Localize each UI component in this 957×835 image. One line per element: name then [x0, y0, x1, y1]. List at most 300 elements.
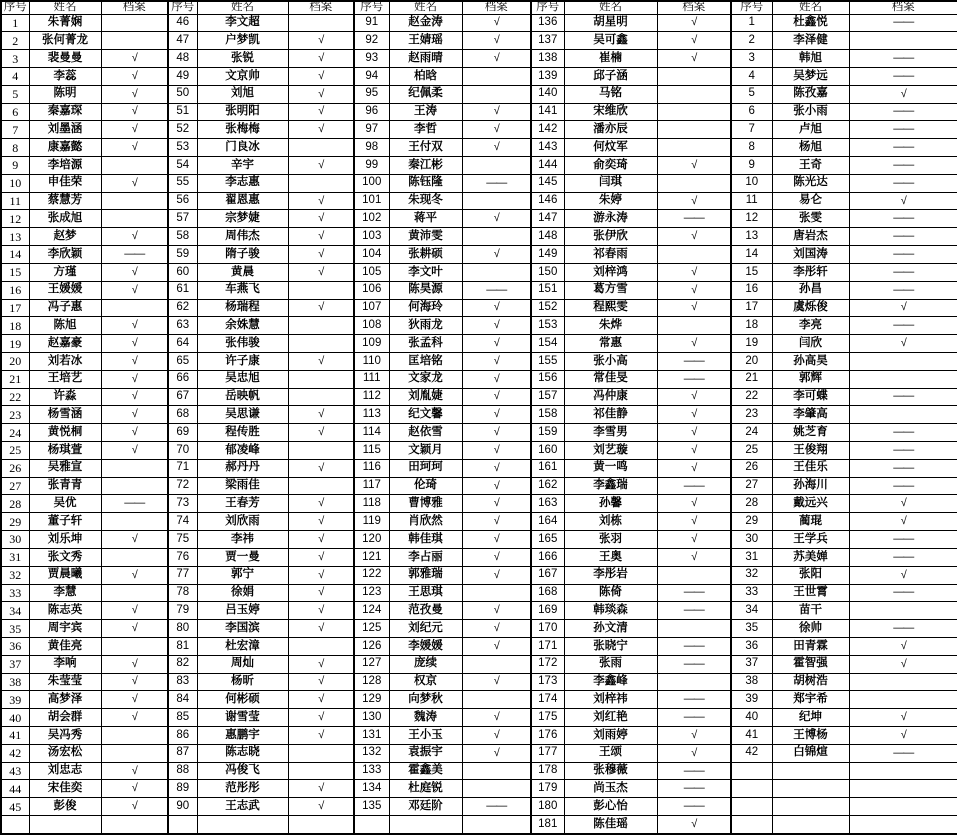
file-cell: [288, 370, 354, 388]
file-cell: √: [462, 548, 531, 566]
file-cell: √: [462, 531, 531, 549]
seq-cell: 105: [354, 263, 389, 281]
name-cell: 朱烨: [564, 317, 657, 335]
name-cell: 朱婷: [564, 192, 657, 210]
file-cell: √: [288, 691, 354, 709]
name-cell: 吴优: [29, 495, 101, 513]
file-cell: √: [462, 477, 531, 495]
name-cell: 蔺琨: [772, 513, 849, 531]
file-cell: √: [657, 50, 731, 68]
name-cell: 彭心怡: [564, 798, 657, 816]
name-cell: 杜鑫悦: [772, 14, 849, 32]
table-row: [1, 85, 957, 103]
table-row: [1, 691, 957, 709]
name-cell: 卢旭: [772, 121, 849, 139]
seq-cell: 22: [1, 388, 29, 406]
seq-cell: 37: [731, 655, 772, 673]
name-cell: 肖欣然: [389, 513, 462, 531]
seq-cell: 62: [168, 299, 197, 317]
table-row: [1, 210, 957, 228]
table-row: [1, 281, 957, 299]
table-row: [1, 121, 957, 139]
name-cell: 文颖月: [389, 442, 462, 460]
file-cell: [849, 32, 957, 50]
name-cell: 权京: [389, 673, 462, 691]
seq-cell: 164: [531, 513, 564, 531]
table-row: [1, 246, 957, 264]
seq-cell: 139: [531, 67, 564, 85]
file-cell: √: [657, 32, 731, 50]
file-cell: [101, 192, 168, 210]
name-cell: 邓廷阶: [389, 798, 462, 816]
name-cell: 蒋平: [389, 210, 462, 228]
seq-cell: 19: [731, 335, 772, 353]
seq-cell: 16: [731, 281, 772, 299]
file-cell: √: [657, 14, 731, 32]
name-cell: 纪佩柔: [389, 85, 462, 103]
name-cell: 朱莹莹: [29, 673, 101, 691]
seq-cell: 20: [731, 352, 772, 370]
seq-cell: 137: [531, 32, 564, 50]
name-cell: 李雪男: [564, 424, 657, 442]
name-cell: 李肇高: [772, 406, 849, 424]
seq-cell: 153: [531, 317, 564, 335]
name-cell: 常惠: [564, 335, 657, 353]
name-cell: 俞奕琦: [564, 157, 657, 175]
file-cell: √: [101, 709, 168, 727]
name-cell: 刘栋: [564, 513, 657, 531]
seq-cell: 115: [354, 442, 389, 460]
name-cell: 李响: [29, 655, 101, 673]
file-cell: √: [849, 513, 957, 531]
seq-cell: 181: [531, 816, 564, 834]
table-row: [1, 370, 957, 388]
seq-cell: 81: [168, 637, 197, 655]
seq-cell: 11: [731, 192, 772, 210]
file-cell: √: [101, 442, 168, 460]
seq-cell: 65: [168, 352, 197, 370]
file-cell: [101, 727, 168, 745]
name-cell: 李志惠: [197, 174, 288, 192]
seq-cell: 129: [354, 691, 389, 709]
file-cell: [849, 762, 957, 780]
name-cell: 赵梦: [29, 228, 101, 246]
seq-cell: 148: [531, 228, 564, 246]
name-cell: 李彤岩: [564, 566, 657, 584]
seq-cell: 70: [168, 442, 197, 460]
seq-cell: 52: [168, 121, 197, 139]
file-cell: √: [101, 620, 168, 638]
file-cell: [849, 352, 957, 370]
header-row: [1, 1, 957, 14]
file-cell: √: [657, 548, 731, 566]
seq-cell: 12: [731, 210, 772, 228]
name-cell: 王思琪: [389, 584, 462, 602]
seq-cell: 141: [531, 103, 564, 121]
file-cell: √: [101, 174, 168, 192]
table-row: [1, 637, 957, 655]
seq-cell: 3: [731, 50, 772, 68]
seq-cell: 107: [354, 299, 389, 317]
seq-cell: 155: [531, 352, 564, 370]
file-cell: [288, 477, 354, 495]
name-cell: 李鑫瑞: [564, 477, 657, 495]
file-cell: √: [462, 246, 531, 264]
name-cell: 陈明: [29, 85, 101, 103]
seq-cell: 2: [1, 32, 29, 50]
seq-cell: 85: [168, 709, 197, 727]
seq-cell: 4: [731, 67, 772, 85]
name-cell: 李国滨: [197, 620, 288, 638]
file-cell: √: [462, 744, 531, 762]
file-cell: √: [101, 85, 168, 103]
name-cell: 张晓宁: [564, 637, 657, 655]
name-cell: 孙高昊: [772, 352, 849, 370]
file-cell: √: [101, 406, 168, 424]
name-cell: 郁凌峰: [197, 442, 288, 460]
table-row: [1, 388, 957, 406]
name-cell: 张阳: [772, 566, 849, 584]
seq-cell: 48: [168, 50, 197, 68]
seq-cell: 18: [731, 317, 772, 335]
file-cell: √: [288, 513, 354, 531]
name-cell: 李慧: [29, 584, 101, 602]
file-cell: ——: [849, 424, 957, 442]
seq-cell: 23: [731, 406, 772, 424]
name-cell: 周伟杰: [197, 228, 288, 246]
seq-cell: 61: [168, 281, 197, 299]
name-cell: 王培艺: [29, 370, 101, 388]
seq-cell: 90: [168, 798, 197, 816]
file-cell: √: [462, 566, 531, 584]
file-cell: √: [288, 299, 354, 317]
seq-cell: 30: [731, 531, 772, 549]
file-cell: [657, 673, 731, 691]
seq-cell: 165: [531, 531, 564, 549]
file-cell: √: [101, 566, 168, 584]
name-cell: 田青霖: [772, 637, 849, 655]
seq-cell: 49: [168, 67, 197, 85]
name-cell: 李祎: [197, 531, 288, 549]
seq-cell: 10: [731, 174, 772, 192]
name-cell: 陈钰隆: [389, 174, 462, 192]
file-cell: [288, 816, 354, 834]
table-row: [1, 335, 957, 353]
table-row: [1, 727, 957, 745]
file-cell: √: [288, 157, 354, 175]
name-cell: 祁佳静: [564, 406, 657, 424]
seq-cell: 42: [1, 744, 29, 762]
seq-cell: 88: [168, 762, 197, 780]
name-cell: 方瑾: [29, 263, 101, 281]
seq-cell: [731, 798, 772, 816]
file-cell: √: [101, 780, 168, 798]
file-cell: √: [462, 388, 531, 406]
seq-cell: 35: [1, 620, 29, 638]
file-cell: √: [288, 620, 354, 638]
seq-cell: 162: [531, 477, 564, 495]
name-cell: 张锐: [197, 50, 288, 68]
file-cell: √: [101, 388, 168, 406]
name-cell: 蔡慧芳: [29, 192, 101, 210]
table-row: [1, 477, 957, 495]
seq-cell: 37: [1, 655, 29, 673]
file-header: 档案: [657, 1, 731, 14]
name-cell: 刘若冰: [29, 352, 101, 370]
file-cell: √: [101, 602, 168, 620]
file-cell: √: [101, 281, 168, 299]
seq-cell: 150: [531, 263, 564, 281]
name-cell: 文家龙: [389, 370, 462, 388]
file-cell: [101, 744, 168, 762]
file-cell: [288, 442, 354, 460]
table-row: [1, 673, 957, 691]
name-cell: 刘旭: [197, 85, 288, 103]
name-cell: 杨琪萱: [29, 442, 101, 460]
file-cell: √: [462, 442, 531, 460]
file-cell: [657, 620, 731, 638]
seq-cell: 38: [731, 673, 772, 691]
seq-cell: 152: [531, 299, 564, 317]
name-cell: 虞烁俊: [772, 299, 849, 317]
name-cell: 陈佳瑶: [564, 816, 657, 834]
name-cell: 孙海川: [772, 477, 849, 495]
file-cell: √: [462, 673, 531, 691]
table-row: [1, 531, 957, 549]
seq-cell: 87: [168, 744, 197, 762]
name-cell: 刘雨婷: [564, 727, 657, 745]
name-cell: 纪坤: [772, 709, 849, 727]
name-cell: 郑宇希: [772, 691, 849, 709]
seq-cell: 167: [531, 566, 564, 584]
seq-header: 序号: [354, 1, 389, 14]
file-cell: √: [288, 602, 354, 620]
name-cell: 李鑫峰: [564, 673, 657, 691]
name-cell: 董子轩: [29, 513, 101, 531]
name-cell: 马铭: [564, 85, 657, 103]
name-cell: 闫琪: [564, 174, 657, 192]
seq-cell: 33: [1, 584, 29, 602]
seq-cell: 64: [168, 335, 197, 353]
seq-cell: 42: [731, 744, 772, 762]
name-cell: 杨雪涵: [29, 406, 101, 424]
seq-cell: 84: [168, 691, 197, 709]
file-cell: √: [288, 727, 354, 745]
name-cell: 岳映帆: [197, 388, 288, 406]
seq-cell: 122: [354, 566, 389, 584]
name-cell: 戴远兴: [772, 495, 849, 513]
seq-cell: 89: [168, 780, 197, 798]
seq-cell: 27: [731, 477, 772, 495]
file-cell: ——: [657, 762, 731, 780]
name-header: 姓名: [564, 1, 657, 14]
name-cell: 魏涛: [389, 709, 462, 727]
seq-cell: 1: [731, 14, 772, 32]
seq-cell: 138: [531, 50, 564, 68]
file-cell: √: [101, 370, 168, 388]
file-cell: [657, 139, 731, 157]
seq-cell: 40: [731, 709, 772, 727]
seq-cell: 63: [168, 317, 197, 335]
name-cell: 郭宁: [197, 566, 288, 584]
name-cell: 郭雅瑞: [389, 566, 462, 584]
seq-cell: 69: [168, 424, 197, 442]
seq-cell: 15: [731, 263, 772, 281]
name-cell: 孙文清: [564, 620, 657, 638]
seq-cell: 2: [731, 32, 772, 50]
seq-cell: 102: [354, 210, 389, 228]
name-cell: 邱子涵: [564, 67, 657, 85]
file-cell: √: [849, 335, 957, 353]
seq-cell: 31: [1, 548, 29, 566]
name-cell: 王俊翔: [772, 442, 849, 460]
name-cell: 李亮: [772, 317, 849, 335]
name-cell: 杨瑞程: [197, 299, 288, 317]
seq-cell: 110: [354, 352, 389, 370]
file-cell: ——: [101, 246, 168, 264]
name-cell: 张雨: [564, 655, 657, 673]
file-cell: √: [101, 103, 168, 121]
seq-cell: [1, 816, 29, 834]
seq-cell: 95: [354, 85, 389, 103]
file-cell: √: [101, 798, 168, 816]
table-row: [1, 192, 957, 210]
file-cell: √: [288, 192, 354, 210]
name-header: 姓名: [772, 1, 849, 14]
seq-cell: 27: [1, 477, 29, 495]
seq-cell: 29: [731, 513, 772, 531]
seq-cell: 66: [168, 370, 197, 388]
seq-cell: 114: [354, 424, 389, 442]
file-cell: [462, 157, 531, 175]
file-cell: ——: [849, 246, 957, 264]
file-cell: √: [657, 192, 731, 210]
file-cell: [101, 459, 168, 477]
name-cell: 吴思谦: [197, 406, 288, 424]
seq-cell: 174: [531, 691, 564, 709]
name-cell: 冯俊飞: [197, 762, 288, 780]
file-cell: √: [657, 531, 731, 549]
file-cell: √: [462, 335, 531, 353]
name-cell: 刘乐坤: [29, 531, 101, 549]
seq-cell: 146: [531, 192, 564, 210]
name-cell: 李文叶: [389, 263, 462, 281]
file-cell: ——: [657, 352, 731, 370]
file-cell: [288, 388, 354, 406]
seq-cell: 13: [731, 228, 772, 246]
name-cell: 周宇宾: [29, 620, 101, 638]
seq-cell: 97: [354, 121, 389, 139]
seq-cell: 32: [731, 566, 772, 584]
seq-cell: 18: [1, 317, 29, 335]
name-cell: 高梦泽: [29, 691, 101, 709]
seq-cell: [731, 780, 772, 798]
name-cell: 陈志晓: [197, 744, 288, 762]
file-cell: √: [657, 281, 731, 299]
file-cell: [101, 299, 168, 317]
seq-cell: 154: [531, 335, 564, 353]
file-cell: ——: [657, 602, 731, 620]
name-cell: 霍鑫美: [389, 762, 462, 780]
roster-header-row: [1, 1, 957, 14]
file-cell: ——: [849, 210, 957, 228]
file-cell: [288, 139, 354, 157]
seq-cell: 120: [354, 531, 389, 549]
seq-cell: 169: [531, 602, 564, 620]
file-cell: [462, 816, 531, 834]
file-cell: √: [462, 103, 531, 121]
seq-cell: 108: [354, 317, 389, 335]
seq-cell: 19: [1, 335, 29, 353]
seq-cell: 31: [731, 548, 772, 566]
name-cell: 谢雪莹: [197, 709, 288, 727]
file-cell: √: [288, 32, 354, 50]
file-cell: ——: [657, 210, 731, 228]
file-cell: √: [462, 406, 531, 424]
seq-cell: 149: [531, 246, 564, 264]
seq-cell: 104: [354, 246, 389, 264]
table-row: [1, 32, 957, 50]
file-cell: [849, 406, 957, 424]
file-cell: ——: [849, 50, 957, 68]
file-cell: [657, 174, 731, 192]
seq-cell: 134: [354, 780, 389, 798]
seq-cell: 15: [1, 263, 29, 281]
seq-cell: 103: [354, 228, 389, 246]
seq-cell: 3: [1, 50, 29, 68]
name-cell: 白锦煊: [772, 744, 849, 762]
name-cell: 向梦秋: [389, 691, 462, 709]
name-cell: 陈孜嘉: [772, 85, 849, 103]
name-cell: 隋子骏: [197, 246, 288, 264]
name-cell: 文京帅: [197, 67, 288, 85]
seq-cell: 124: [354, 602, 389, 620]
seq-cell: 51: [168, 103, 197, 121]
file-cell: √: [288, 228, 354, 246]
file-cell: ——: [849, 263, 957, 281]
file-cell: ——: [849, 14, 957, 32]
seq-cell: 21: [1, 370, 29, 388]
name-cell: 张何菁龙: [29, 32, 101, 50]
file-cell: √: [288, 584, 354, 602]
name-cell: 张耕硕: [389, 246, 462, 264]
table-row: [1, 228, 957, 246]
name-cell: 刘艺璇: [564, 442, 657, 460]
seq-cell: 175: [531, 709, 564, 727]
seq-cell: 11: [1, 192, 29, 210]
name-cell: 张文秀: [29, 548, 101, 566]
file-cell: ——: [849, 620, 957, 638]
seq-cell: 9: [1, 157, 29, 175]
file-cell: ——: [657, 477, 731, 495]
seq-cell: 157: [531, 388, 564, 406]
name-cell: 刘梓鸿: [564, 263, 657, 281]
file-cell: [101, 210, 168, 228]
name-cell: 王颂: [564, 744, 657, 762]
file-cell: √: [288, 246, 354, 264]
name-cell: 宗梦婕: [197, 210, 288, 228]
name-cell: 汤宏松: [29, 744, 101, 762]
file-cell: √: [657, 406, 731, 424]
name-cell: 朱菁娴: [29, 14, 101, 32]
file-cell: √: [101, 67, 168, 85]
seq-cell: 83: [168, 673, 197, 691]
file-cell: ——: [849, 67, 957, 85]
name-cell: 李蕊: [29, 67, 101, 85]
file-cell: [288, 317, 354, 335]
name-cell: 门良冰: [197, 139, 288, 157]
table-row: [1, 317, 957, 335]
